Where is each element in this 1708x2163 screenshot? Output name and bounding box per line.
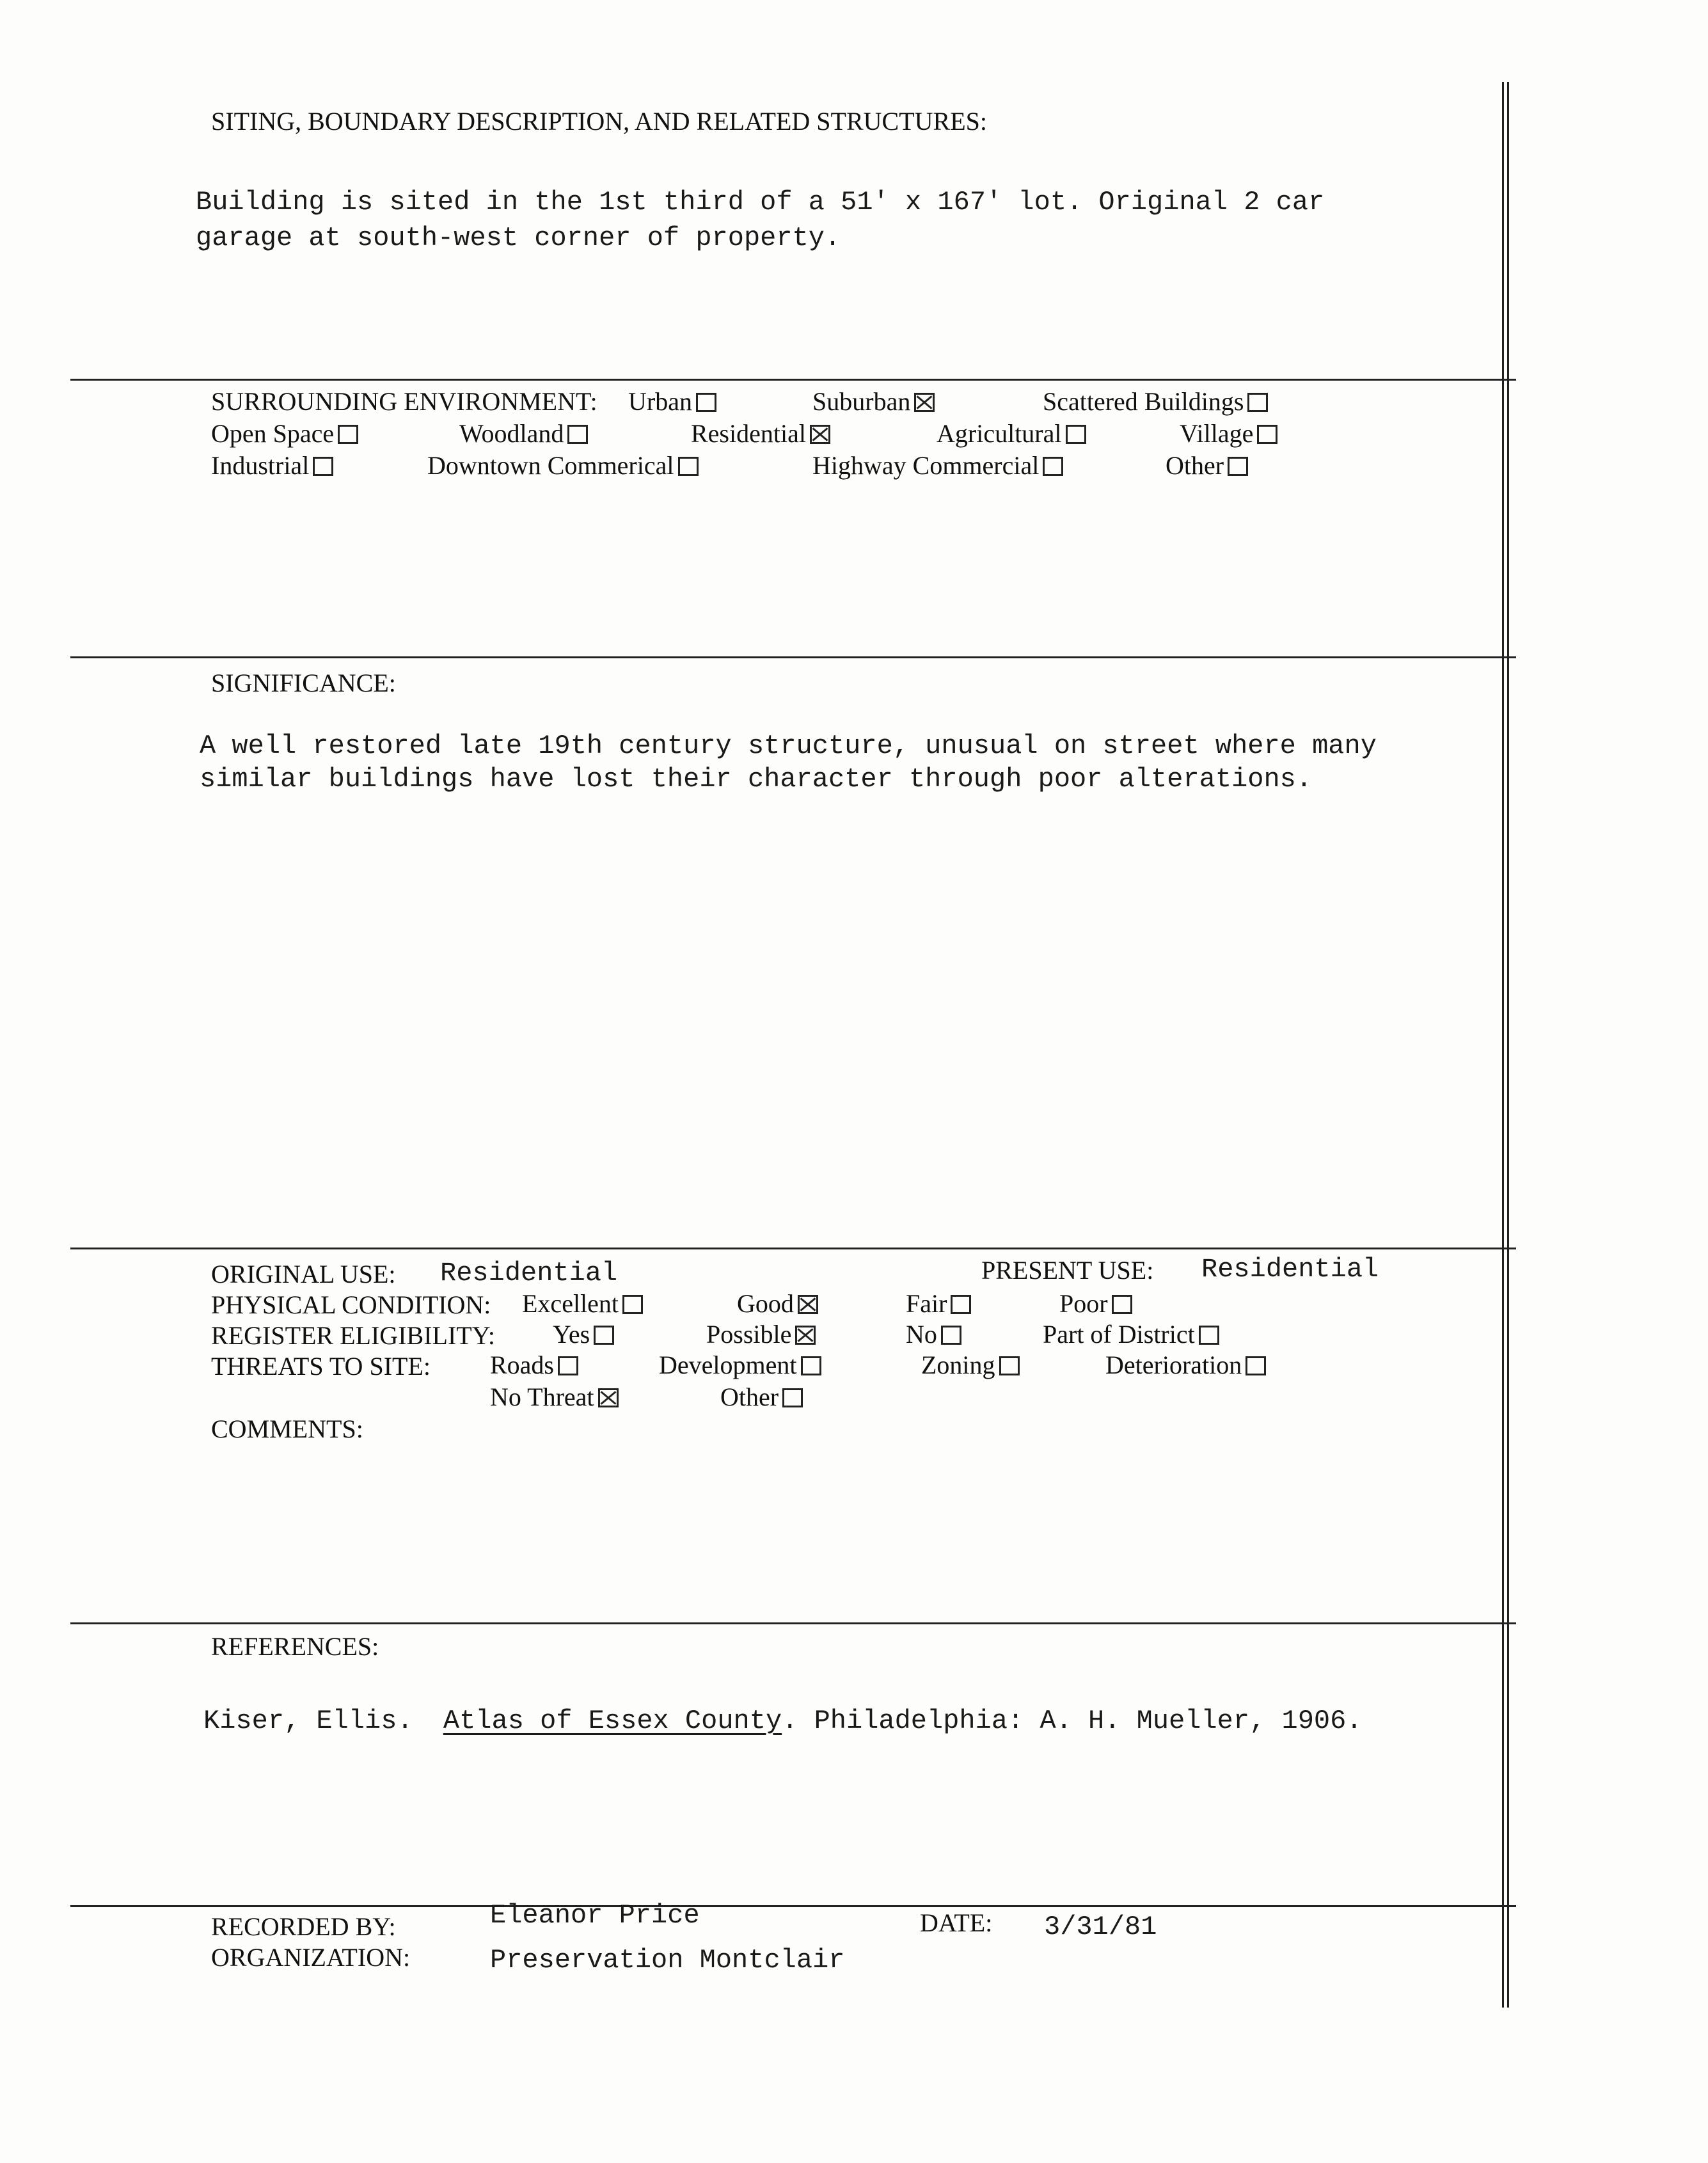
condition-excellent-checkbox[interactable]: [622, 1295, 643, 1314]
significance-text-line-1: A well restored late 19th century structure, unusual on street where many: [200, 731, 1377, 761]
reference-entry: [203, 1706, 1363, 1736]
threats-development-checkbox[interactable]: [801, 1356, 821, 1375]
condition-poor-label: Poor: [1059, 1289, 1108, 1318]
reference-publisher: . Philadelphia: A. H. Mueller, 1906.: [782, 1706, 1363, 1736]
organization-label: ORGANIZATION:: [211, 1943, 411, 1972]
env-option-suburban[interactable]: [812, 386, 935, 416]
env-option-highway-commercial[interactable]: [812, 450, 1063, 480]
organization-value: Preservation Montclair: [490, 1945, 845, 1976]
condition-poor-checkbox[interactable]: [1112, 1295, 1132, 1314]
significance-label: SIGNIFICANCE:: [211, 669, 396, 697]
env-option-open-space[interactable]: [211, 418, 358, 448]
threats-development-label: Development: [659, 1351, 797, 1379]
eligibility-option-yes[interactable]: [553, 1319, 614, 1349]
siting-label: SITING, BOUNDARY DESCRIPTION, AND RELATED STRUCTURES:: [211, 107, 988, 136]
condition-good-label: Good: [737, 1289, 794, 1318]
condition-option-fair[interactable]: [906, 1288, 971, 1319]
env-option-urban[interactable]: [628, 386, 716, 416]
env-downtown-label: Downtown Commerical: [427, 451, 674, 480]
env-agricultural-label: Agricultural: [937, 419, 1062, 448]
recorded-by-value: Eleanor Price: [490, 1900, 700, 1931]
threats-other-checkbox[interactable]: [782, 1388, 803, 1407]
env-scattered-label: Scattered Buildings: [1043, 387, 1244, 416]
eligibility-yes-label: Yes: [553, 1320, 590, 1349]
condition-good-checkbox[interactable]: [798, 1295, 818, 1314]
env-option-scattered-buildings[interactable]: [1043, 386, 1268, 416]
env-downtown-checkbox[interactable]: [678, 457, 699, 476]
env-village-label: Village: [1180, 419, 1254, 448]
siting-text-line-2: garage at south-west corner of property.: [196, 223, 841, 253]
eligibility-possible-label: Possible: [706, 1320, 792, 1349]
threats-option-zoning[interactable]: [921, 1350, 1020, 1380]
threats-deterioration-label: Deterioration: [1105, 1351, 1242, 1379]
env-option-industrial[interactable]: [211, 450, 333, 480]
env-agricultural-checkbox[interactable]: [1066, 425, 1086, 444]
eligibility-possible-checkbox[interactable]: [795, 1326, 816, 1345]
condition-option-poor[interactable]: [1059, 1288, 1132, 1319]
threats-no-threat-label: No Threat: [490, 1383, 594, 1411]
eligibility-label: REGISTER ELIGIBILITY:: [211, 1321, 496, 1350]
threats-zoning-label: Zoning: [921, 1351, 995, 1379]
date-label: DATE:: [920, 1908, 993, 1937]
threats-label: THREATS TO SITE:: [211, 1352, 431, 1381]
eligibility-no-checkbox[interactable]: [941, 1326, 961, 1345]
env-scattered-checkbox[interactable]: [1247, 393, 1268, 412]
env-other-checkbox[interactable]: [1228, 457, 1248, 476]
eligibility-option-no[interactable]: [906, 1319, 961, 1349]
threats-option-deterioration[interactable]: [1105, 1350, 1266, 1380]
env-option-woodland[interactable]: [459, 418, 588, 448]
condition-option-good[interactable]: [737, 1288, 818, 1319]
siting-text-line-1: Building is sited in the 1st third of a 51' x 167' lot. Original 2 car: [196, 187, 1325, 218]
env-highway-checkbox[interactable]: [1043, 457, 1063, 476]
eligibility-district-label: Part of District: [1043, 1320, 1195, 1349]
threats-deterioration-checkbox[interactable]: [1245, 1356, 1266, 1375]
env-option-village[interactable]: [1180, 418, 1277, 448]
right-border-line-2: [1507, 82, 1509, 2008]
threats-option-development[interactable]: [659, 1350, 821, 1380]
condition-fair-checkbox[interactable]: [951, 1295, 971, 1314]
eligibility-district-checkbox[interactable]: [1199, 1326, 1219, 1345]
divider-3: [70, 1248, 1516, 1249]
env-urban-label: Urban: [628, 387, 692, 416]
env-highway-label: Highway Commercial: [812, 451, 1040, 480]
threats-option-other[interactable]: [720, 1382, 803, 1412]
eligibility-option-possible[interactable]: [706, 1319, 816, 1349]
original-use-value: Residential: [440, 1258, 618, 1288]
condition-label: PHYSICAL CONDITION:: [211, 1290, 491, 1319]
reference-author: Kiser, Ellis.: [203, 1706, 413, 1736]
reference-title: Atlas of Essex County: [443, 1706, 782, 1736]
env-option-other[interactable]: [1166, 450, 1248, 480]
env-woodland-label: Woodland: [459, 419, 564, 448]
eligibility-no-label: No: [906, 1320, 937, 1349]
env-village-checkbox[interactable]: [1257, 425, 1277, 444]
right-border-line-1: [1502, 82, 1504, 2008]
date-value: 3/31/81: [1044, 1912, 1157, 1942]
env-industrial-label: Industrial: [211, 451, 310, 480]
env-option-agricultural[interactable]: [937, 418, 1086, 448]
comments-label: COMMENTS:: [211, 1414, 363, 1443]
env-option-residential[interactable]: [691, 418, 830, 448]
condition-excellent-label: Excellent: [522, 1289, 619, 1318]
threats-option-roads[interactable]: [490, 1350, 578, 1380]
env-open-space-checkbox[interactable]: [338, 425, 358, 444]
condition-option-excellent[interactable]: [522, 1288, 643, 1319]
env-residential-checkbox[interactable]: [810, 425, 830, 444]
env-industrial-checkbox[interactable]: [313, 457, 333, 476]
environment-label: SURROUNDING ENVIRONMENT:: [211, 387, 597, 416]
threats-option-no-threat[interactable]: [490, 1382, 619, 1412]
env-suburban-label: Suburban: [812, 387, 911, 416]
condition-fair-label: Fair: [906, 1289, 947, 1318]
divider-2: [70, 656, 1516, 658]
present-use-label: PRESENT USE:: [981, 1256, 1154, 1285]
env-option-downtown-commercial[interactable]: [427, 450, 699, 480]
divider-5: [70, 1905, 1516, 1907]
threats-other-label: Other: [720, 1383, 779, 1411]
env-suburban-checkbox[interactable]: [914, 393, 935, 412]
env-urban-checkbox[interactable]: [696, 393, 716, 412]
present-use-value: Residential: [1201, 1254, 1379, 1285]
threats-no-threat-checkbox[interactable]: [598, 1388, 619, 1407]
significance-text-line-2: similar buildings have lost their character through poor alterations.: [200, 764, 1313, 795]
divider-1: [70, 379, 1516, 381]
env-residential-label: Residential: [691, 419, 806, 448]
recorded-by-label: RECORDED BY:: [211, 1912, 396, 1941]
env-open-space-label: Open Space: [211, 419, 335, 448]
threats-zoning-checkbox[interactable]: [999, 1356, 1020, 1375]
threats-roads-checkbox[interactable]: [558, 1356, 578, 1375]
env-other-label: Other: [1166, 451, 1224, 480]
eligibility-option-part-of-district[interactable]: [1043, 1319, 1219, 1349]
eligibility-yes-checkbox[interactable]: [594, 1326, 614, 1345]
original-use-label: ORIGINAL USE:: [211, 1260, 396, 1288]
env-woodland-checkbox[interactable]: [567, 425, 588, 444]
divider-4: [70, 1622, 1516, 1624]
references-label: REFERENCES:: [211, 1632, 379, 1661]
threats-roads-label: Roads: [490, 1351, 554, 1379]
